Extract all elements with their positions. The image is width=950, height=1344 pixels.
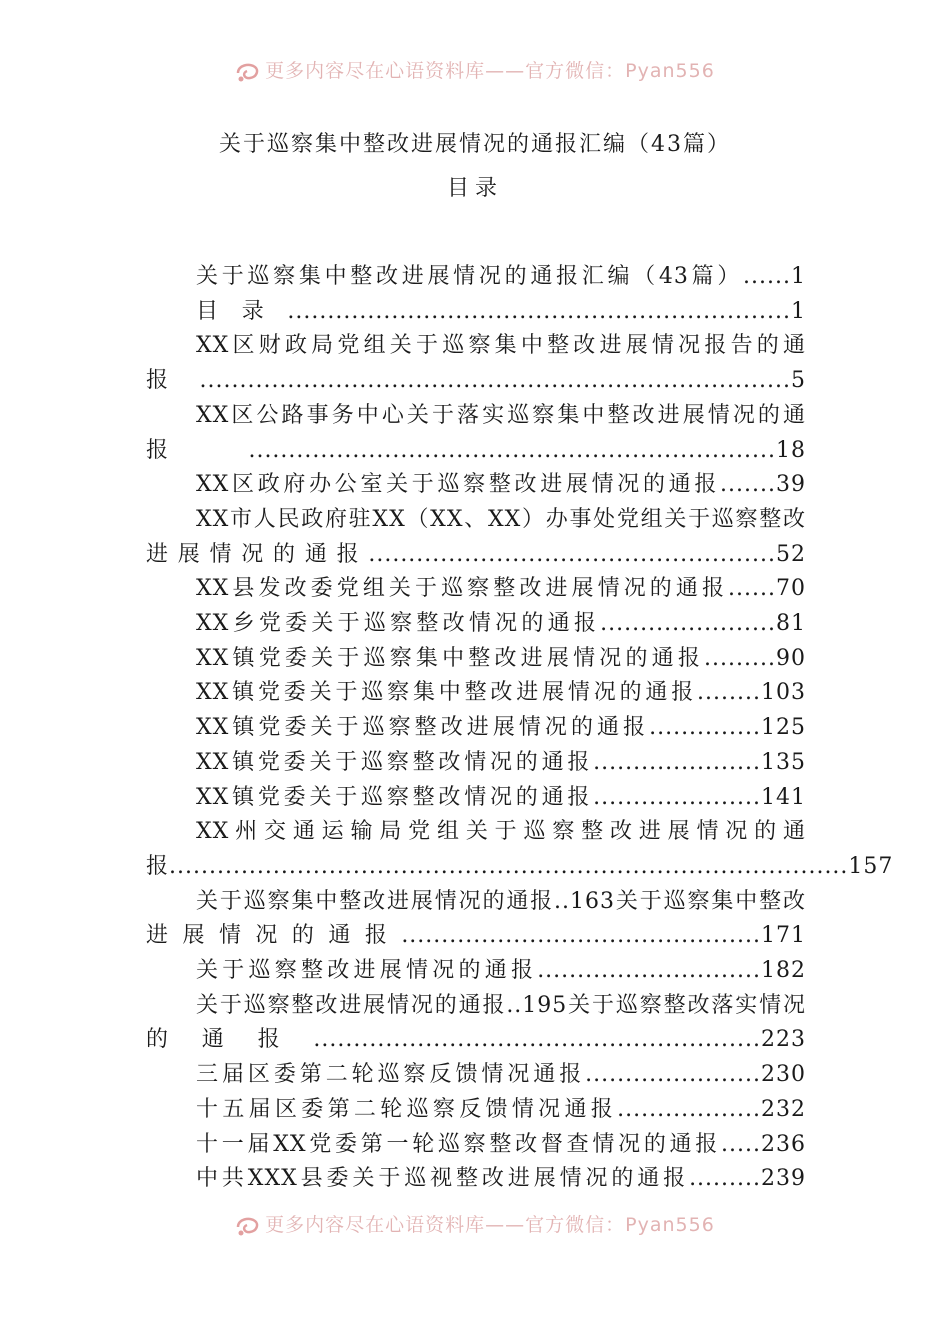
watermark-text: 更多内容尽在心语资料库——官方微信：Pyan556 [265,1214,715,1236]
watermark-bottom [0,1212,950,1238]
toc-entry[interactable]: 关于巡察整改进展情况的通报............................182 [196,958,806,984]
watermark-text: 更多内容尽在心语资料库——官方微信：Pyan556 [265,60,715,82]
table-of-contents [146,260,894,1197]
toc-entry[interactable]: XX镇党委关于巡察整改情况的通报.....................135 [196,749,806,775]
toc-entry[interactable]: XX州交通运输局党组关于巡察整改进展情况的通报.....................................................................................157 [146,819,894,879]
toc-entry[interactable]: XX区政府办公室关于巡察整改进展情况的通报.......39 [196,472,806,498]
swirl-logo-icon [235,1215,261,1237]
toc-heading: 目录 [446,176,503,201]
toc-entry[interactable]: 关于巡察整改进展情况的通报..195关于巡察整改落实情况的通报........................................................223 [146,992,806,1053]
document-title: 关于巡察集中整改进展情况的通报汇编（43篇） [219,132,731,157]
toc-entry[interactable]: XX镇党委关于巡察整改进展情况的通报..............125 [196,715,806,741]
swirl-logo-icon [235,61,261,83]
toc-entry[interactable]: XX区财政局党组关于巡察集中整改进展情况报告的通报..........................................................................5 [146,333,806,394]
toc-entry[interactable]: XX县发改委党组关于巡察整改进展情况的通报......70 [196,576,806,602]
toc-entry[interactable]: 十一届XX党委第一轮巡察整改督查情况的通报.....236 [196,1131,806,1157]
toc-entry[interactable]: 三届区委第二轮巡察反馈情况通报......................230 [196,1062,806,1088]
toc-entry[interactable]: 目录...............................................................1 [196,298,806,324]
toc-entry[interactable]: 中共XXX县委关于巡视整改进展情况的通报.........239 [196,1166,806,1192]
toc-entry[interactable]: 关于巡察集中整改进展情况的通报..163关于巡察集中整改进展情况的通报.............................................171 [146,888,806,949]
watermark-top [0,58,950,84]
toc-entry[interactable]: XX乡党委关于巡察整改情况的通报......................81 [196,611,806,637]
toc-entry[interactable]: 关于巡察集中整改进展情况的通报汇编（43篇）......1 [196,264,806,289]
toc-entry[interactable]: 十五届区委第二轮巡察反馈情况通报..................232 [196,1096,806,1122]
toc-entry[interactable]: XX市人民政府驻XX（XX、XX）办事处党组关于巡察整改进展情况的通报...................................................52 [146,506,806,567]
toc-entry[interactable]: XX区公路事务中心关于落实巡察集中整改进展情况的通报..................................................................18 [146,402,806,463]
toc-entry[interactable]: XX镇党委关于巡察集中整改进展情况的通报.........90 [196,645,806,671]
toc-entry[interactable]: XX镇党委关于巡察集中整改进展情况的通报........103 [196,680,806,706]
toc-entry[interactable]: XX镇党委关于巡察整改情况的通报.....................141 [196,784,806,810]
